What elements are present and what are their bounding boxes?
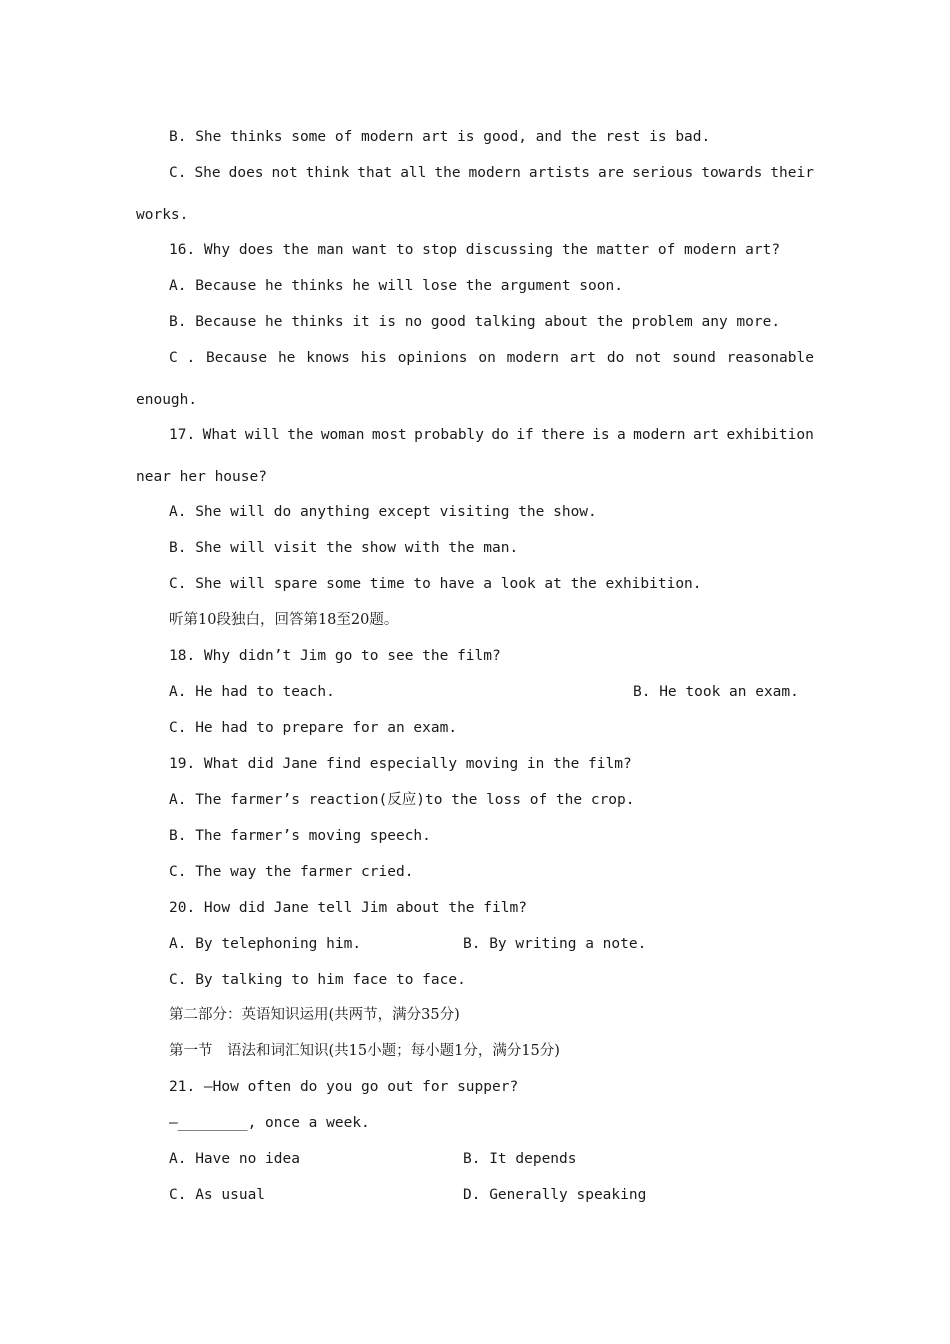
q15-option-c: [169, 163, 814, 183]
word: most: [371, 427, 407, 443]
word: sound: [672, 350, 716, 366]
word: reasonable: [726, 350, 814, 366]
q20-stem: 20. How did Jane tell Jim about the film?: [169, 900, 527, 916]
word: C.: [169, 165, 187, 181]
q21-option-a: A. Have no idea: [169, 1151, 300, 1167]
q16-option-b: B. Because he thinks it is no good talking about the problem any more.: [169, 314, 781, 330]
section-1-heading: 第一节 语法和词汇知识(共15小题；每小题1分，满分15分): [169, 1043, 560, 1059]
q21-response: —________, once a week.: [169, 1115, 370, 1131]
word: Because: [206, 350, 268, 366]
q16-option-a: A. Because he thinks he will lose the argument soon.: [169, 278, 623, 294]
section-10-instruction: 听第10段独白，回答第18至20题。: [169, 612, 399, 628]
word: there: [541, 427, 585, 443]
q21-option-d: D. Generally speaking: [463, 1187, 647, 1203]
q20-option-b: B. By writing a note.: [463, 936, 647, 952]
word: She: [194, 165, 221, 181]
q19-option-b: B. The farmer’s moving speech.: [169, 828, 431, 844]
q15-option-b: B. She thinks some of modern art is good, and the rest is bad.: [169, 129, 711, 145]
word: woman: [320, 427, 365, 443]
word: artists: [528, 165, 590, 181]
q20-option-a: A. By telephoning him.: [169, 936, 362, 952]
word: probably: [414, 427, 485, 443]
q18-option-b: B. He took an exam.: [633, 684, 799, 700]
word: modern: [506, 350, 560, 366]
q17-stem: [169, 425, 814, 445]
q17-stem-continued: near her house?: [136, 469, 267, 485]
word: think: [305, 165, 350, 181]
q15-option-c-continued: works.: [136, 207, 189, 223]
q19-option-c: C. The way the farmer cried.: [169, 864, 414, 880]
word: art: [569, 350, 597, 366]
word: on: [478, 350, 496, 366]
word: art: [692, 427, 720, 443]
word: opinions: [397, 350, 468, 366]
word: their: [770, 165, 814, 181]
word: he: [277, 350, 296, 366]
q21-option-b: B. It depends: [463, 1151, 577, 1167]
q18-option-a: A. He had to teach.: [169, 684, 335, 700]
word: modern: [468, 165, 521, 181]
word: a: [617, 427, 626, 443]
q17-option-c: C. She will spare some time to have a look at the exhibition.: [169, 576, 702, 592]
word: C .: [169, 350, 196, 366]
word: all: [400, 165, 427, 181]
q17-option-b: B. She will visit the show with the man.: [169, 540, 519, 556]
word: will: [244, 427, 280, 443]
q18-option-c: C. He had to prepare for an exam.: [169, 720, 458, 736]
word: knows: [306, 350, 350, 366]
word: not: [635, 350, 662, 366]
q19-stem: 19. What did Jane find especially moving in the film?: [169, 756, 632, 772]
q18-stem: 18. Why didn’t Jim go to see the film?: [169, 648, 501, 664]
word: not: [271, 165, 298, 181]
word: modern: [633, 427, 686, 443]
word: towards: [701, 165, 763, 181]
q16-option-c-continued: enough.: [136, 392, 198, 408]
word: serious: [632, 165, 694, 181]
word: the: [434, 165, 461, 181]
word: is: [592, 427, 610, 443]
q19-option-a: A. The farmer’s reaction(反应)to the loss of the crop.: [169, 792, 635, 808]
word: exhibition: [726, 427, 814, 443]
q21-option-c: C. As usual: [169, 1187, 266, 1203]
word: are: [597, 165, 625, 181]
word: his: [360, 350, 387, 366]
word: What: [202, 427, 238, 443]
word: do: [491, 427, 509, 443]
q16-stem: 16. Why does the man want to stop discussing the matter of modern art?: [169, 242, 781, 258]
word: does: [228, 165, 264, 181]
word: that: [357, 165, 393, 181]
word: if: [516, 427, 534, 443]
q17-option-a: A. She will do anything except visiting the show.: [169, 504, 597, 520]
q21-stem: 21. —How often do you go out for supper?: [169, 1079, 519, 1095]
word: do: [606, 350, 625, 366]
q20-option-c: C. By talking to him face to face.: [169, 972, 466, 988]
q16-option-c: [169, 348, 814, 368]
word: the: [287, 427, 314, 443]
part-2-heading: 第二部分：英语知识运用(共两节，满分35分): [169, 1007, 460, 1023]
word: 17.: [169, 427, 196, 443]
